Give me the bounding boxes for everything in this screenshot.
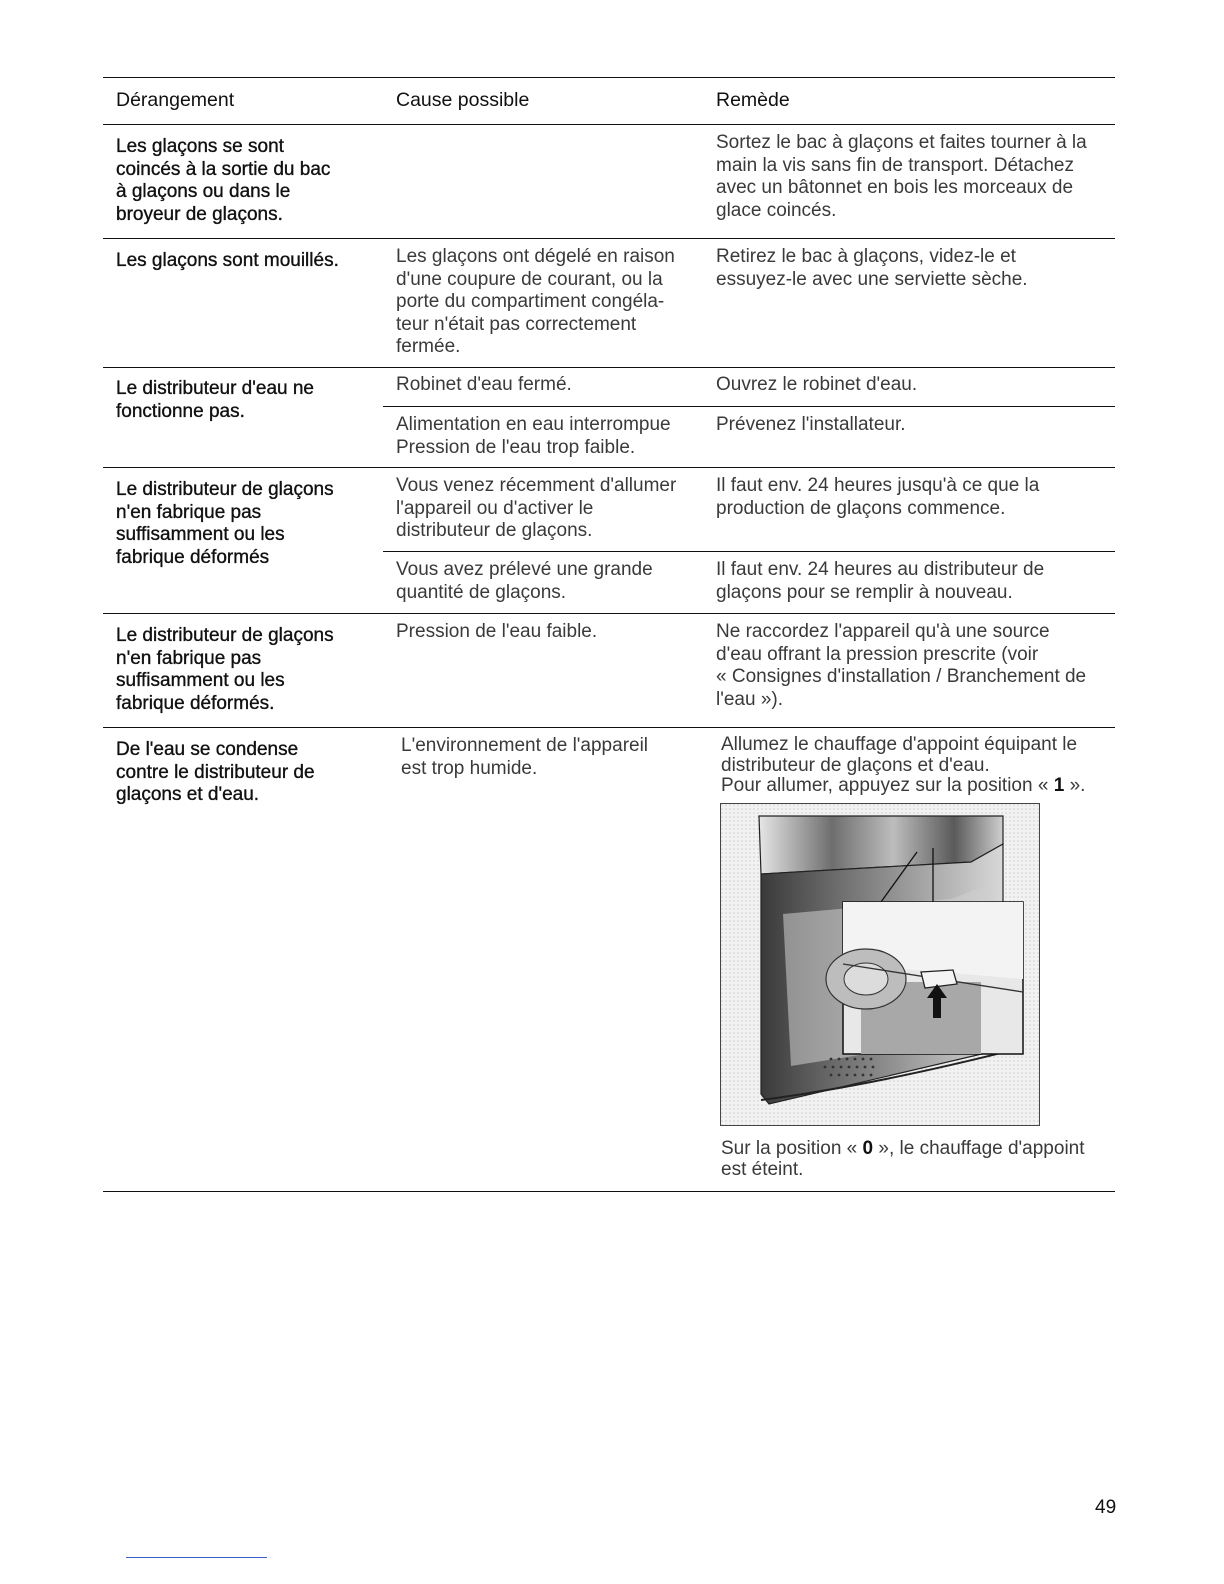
- row1-problem: Les glaçons se sont coincés à la sortie du bac à glaçons ou dans le broyeur de glaçons.: [116, 136, 331, 225]
- row6-problem: De l'eau se condense contre le distributeur de glaçons et d'eau.: [116, 739, 315, 805]
- row5-rule: [103, 727, 1115, 728]
- row3a-cause: Robinet d'eau fermé.: [396, 374, 572, 395]
- heater-switch-illustration: [720, 803, 1040, 1126]
- row5-remedy: Ne raccordez l'appareil qu'à une source d'eau offrant la pression prescrite (voir « Consignes d'installation / Branchement de l'eau »).: [716, 621, 1087, 710]
- header-bottom-rule: [103, 124, 1115, 125]
- row4-sub-rule: [383, 551, 1115, 552]
- row6-remedy: Allumez le chauffage d'appoint équipant le distributeur de glaçons et d'eau. Pour allumer, appuyez sur la position « 1 ».: [721, 735, 1113, 797]
- row1-remedy: Sortez le bac à glaçons et faites tourner à la main la vis sans fin de transport. Détachez avec un bâtonnet en bois les morceaux de glace coincés.: [716, 132, 1087, 221]
- row5-cause: Pression de l'eau faible.: [396, 621, 598, 642]
- row2-rule: [103, 367, 1115, 368]
- row4b-remedy: Il faut env. 24 heures au distributeur de glaçons pour se remplir à nouveau.: [716, 559, 1045, 603]
- row3b-remedy: Prévenez l'installateur.: [716, 414, 906, 435]
- row6-cause: L'environnement de l'appareil est trop humide.: [401, 735, 649, 779]
- row2-cause: Les glaçons ont dégelé en raison d'une coupure de courant, ou la porte du compartiment congéla- teur n'était pas correctement fermée.: [396, 246, 675, 357]
- row4a-cause: Vous venez récemment d'allumer l'appareil ou d'activer le distributeur de glaçons.: [396, 475, 677, 541]
- row4-problem: Le distributeur de glaçons n'en fabrique pas suffisamment ou les fabrique déformés: [116, 479, 334, 568]
- row6-remedy-on-line: Pour allumer, appuyez sur la position « 1 ».: [721, 775, 1086, 796]
- header-problem: Dérangement: [116, 89, 235, 111]
- header-cause: Cause possible: [396, 89, 530, 111]
- row5-problem: Le distributeur de glaçons n'en fabrique pas suffisamment ou les fabrique déformés.: [116, 625, 334, 714]
- heater-switch-diagram: [721, 804, 1039, 1125]
- row6-remedy-off: Sur la position « 0 », le chauffage d'appoint est éteint.: [721, 1138, 1085, 1180]
- row4b-cause: Vous avez prélevé une grande quantité de glaçons.: [396, 559, 653, 603]
- row3b-cause: Alimentation en eau interrompue Pression de l'eau trop faible.: [396, 414, 671, 458]
- header-remedy: Remède: [716, 89, 790, 111]
- page-number: 49: [1095, 1497, 1117, 1518]
- table-top-rule: [103, 77, 1115, 78]
- row2-remedy: Retirez le bac à glaçons, videz-le et essuyez-le avec une serviette sèche.: [716, 246, 1028, 290]
- row3-problem: Le distributeur d'eau ne fonctionne pas.: [116, 378, 314, 422]
- position-zero-value: 0: [862, 1138, 874, 1159]
- table-bottom-rule: [103, 1191, 1115, 1192]
- row4a-remedy: Il faut env. 24 heures jusqu'à ce que la production de glaçons commence.: [716, 475, 1040, 519]
- row3-rule: [103, 467, 1115, 468]
- row4-rule: [103, 613, 1115, 614]
- row1-rule: [103, 238, 1115, 239]
- row3a-remedy: Ouvrez le robinet d'eau.: [716, 374, 918, 395]
- row3-sub-rule: [383, 406, 1115, 407]
- row2-problem: Les glaçons sont mouillés.: [116, 250, 339, 271]
- position-one-value: 1: [1053, 775, 1065, 796]
- footer-link-underline[interactable]: [126, 1557, 267, 1558]
